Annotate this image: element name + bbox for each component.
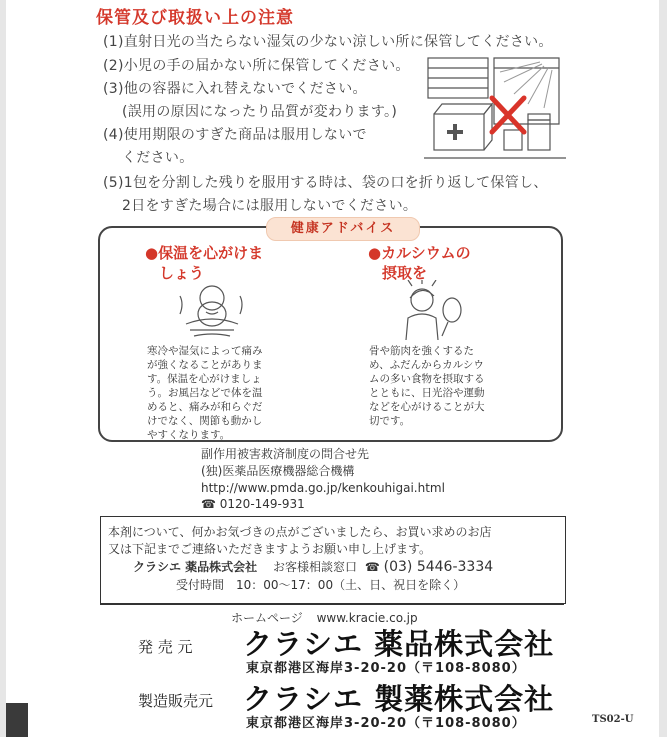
storage-item-2: (2)小児の手の届かない所に保管してください。: [103, 58, 410, 74]
advice-calcium-heading: ●カルシウムの 摂取を: [368, 244, 471, 282]
homepage-url[interactable]: www.kracie.co.jp: [316, 611, 418, 625]
advice-keep-warm-heading: ●保温を心がけま しょう: [145, 244, 264, 282]
edge-mark: [6, 703, 28, 737]
phone-icon: ☎: [201, 497, 216, 511]
leaflet-page: [6, 0, 659, 737]
relief-url[interactable]: http://www.pmda.go.jp/kenkouhigai.html: [201, 481, 445, 495]
maker-name: クラシエ 製薬株式会社: [243, 682, 555, 716]
relief-heading: 副作用被害救済制度の問合せ先: [201, 447, 370, 461]
homepage-label: ホームページ: [231, 611, 303, 625]
inquiry-desk: お客様相談窓口: [273, 560, 358, 574]
storage-item-5-cont: 2日をすぎた場合には服用しないでください。: [122, 198, 418, 214]
man-with-mirror-illustration: [396, 280, 466, 342]
relief-phone-row: [201, 496, 305, 513]
storage-item-5: (5)1包を分割した残りを服用する時は、袋の口を折り返して保管し、: [103, 175, 548, 191]
health-advice-title: 健康アドバイス: [266, 217, 420, 241]
inquiry-line-2: 又は下記までご連絡いただきますようお願い申し上げます。: [108, 542, 432, 556]
inquiry-contact-row: [133, 559, 493, 576]
storage-item-3-note: (誤用の原因になったり品質が変わります。): [122, 104, 398, 120]
advice-calcium-body: 骨や筋肉を強くするた め、ふだんからカルシウ ムの多い食物を摂取する とともに、日光浴や運動 などを心がけることが大 切です。: [369, 345, 485, 427]
storage-item-4-cont: ください。: [122, 150, 194, 166]
no-sunlight-illustration: [424, 54, 566, 168]
inquiry-company: クラシエ 薬品株式会社: [133, 560, 258, 574]
seller-label: 発 売 元: [138, 638, 193, 656]
relief-phone: 0120-149-931: [219, 497, 305, 511]
seller-name: クラシエ 薬品株式会社: [243, 627, 555, 661]
inquiry-phone: (03) 5446-3334: [383, 559, 494, 575]
divider: [100, 603, 564, 605]
storage-title: 保管及び取扱い上の注意: [96, 8, 294, 28]
phone-icon: ☎: [364, 560, 380, 574]
advice-keep-warm-body: 寒冷や湿気によって痛み が強くなることがありま す。保温を心がけましょ う。お風呂などで体を温 めると、痛みが和らぐだ けでなく、関節も動かし やすくなります。: [147, 345, 263, 441]
seller-address: 東京都港区海岸3-20-20（〒108-8080）: [246, 661, 526, 676]
storage-item-3: (3)他の容器に入れ替えないでください。: [103, 81, 367, 97]
document-code: TS02-U: [592, 714, 634, 725]
storage-item-4: (4)使用期限のすぎた商品は服用しないで: [103, 127, 367, 143]
storage-item-1: (1)直射日光の当たらない湿気の少ない涼しい所に保管してください。: [103, 34, 553, 50]
bathing-woman-illustration: [176, 284, 246, 340]
inquiry-hours: 受付時間 10：00〜17：00（土、日、祝日を除く）: [176, 578, 466, 592]
inquiry-line-1: 本剤について、何かお気づきの点がございましたら、お買い求めのお店: [108, 525, 492, 539]
relief-org: (独)医薬品医療機器総合機構: [201, 464, 355, 478]
maker-label: 製造販売元: [138, 692, 214, 710]
maker-address: 東京都港区海岸3-20-20（〒108-8080）: [246, 716, 526, 731]
